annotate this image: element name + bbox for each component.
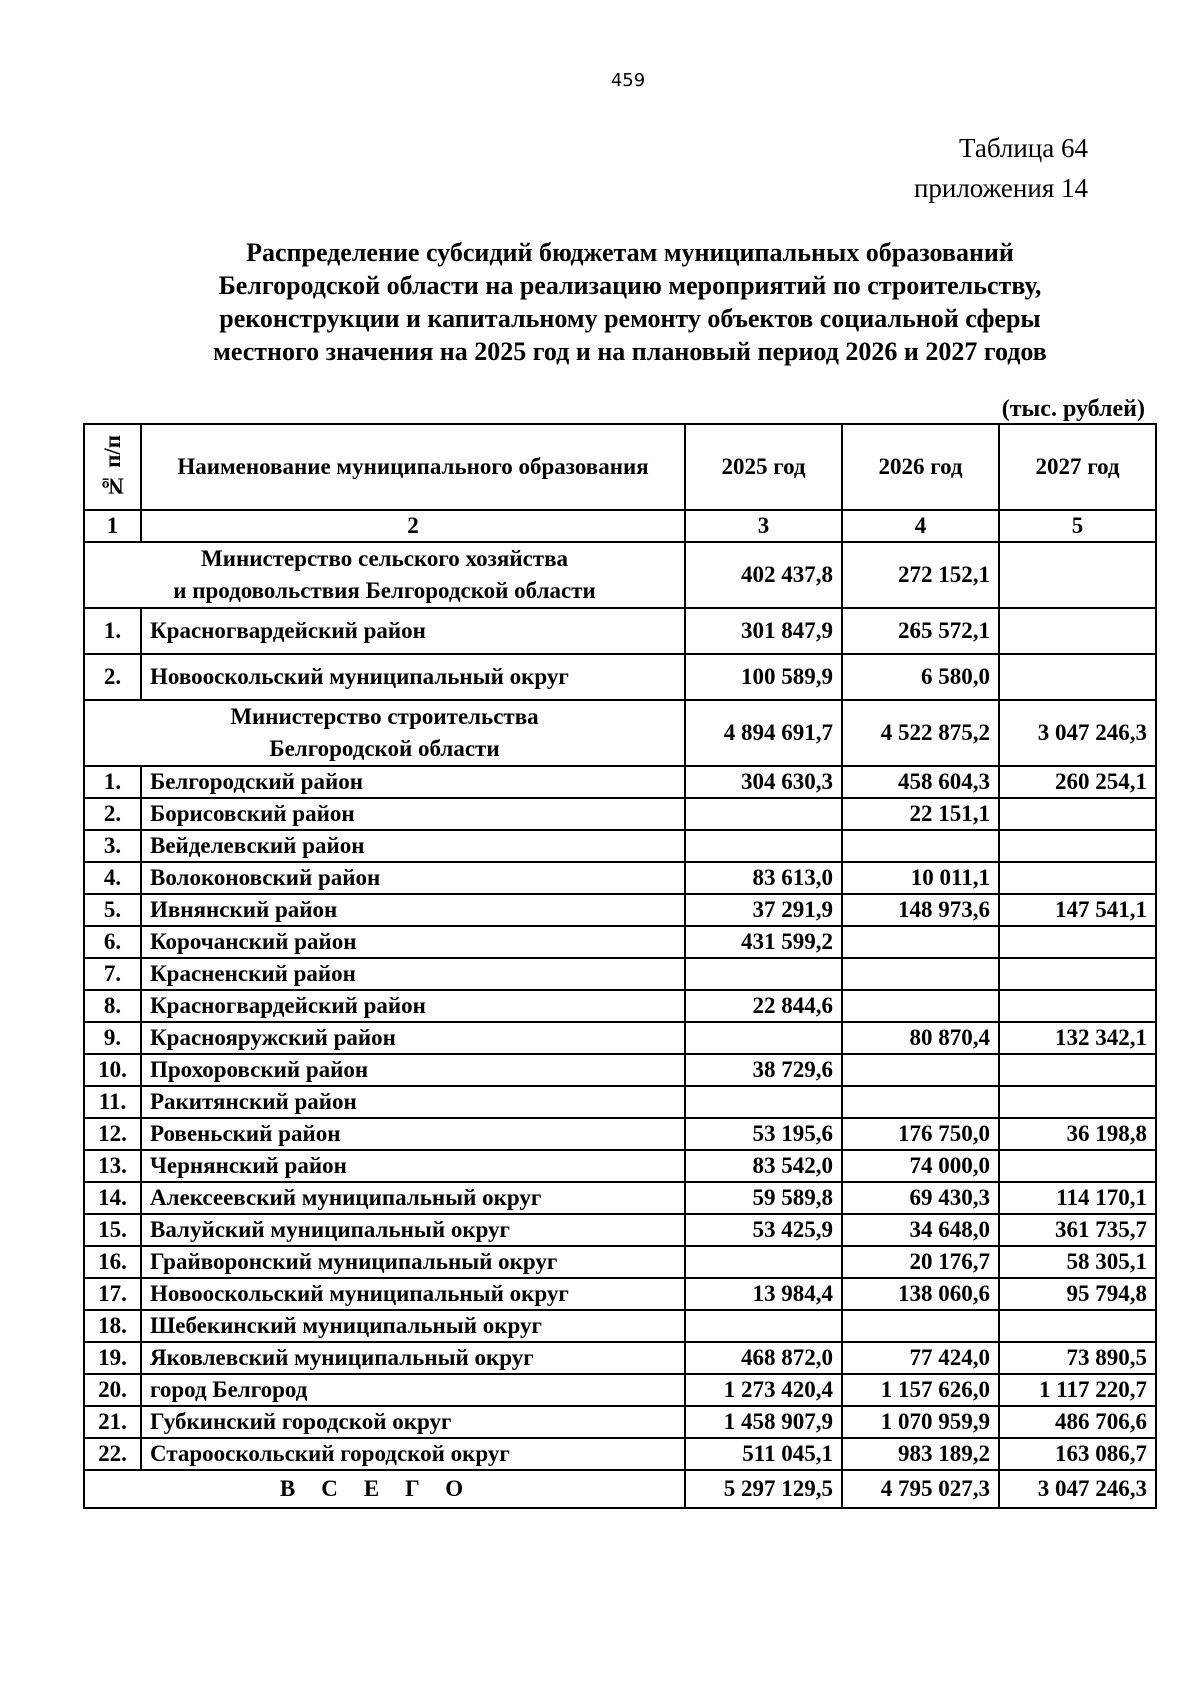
value-2026: 80 870,4 xyxy=(842,1022,999,1054)
municipality-name: Шебекинский муниципальный округ xyxy=(141,1310,685,1342)
value-2025 xyxy=(685,1086,842,1118)
value-2025: 511 045,1 xyxy=(685,1438,842,1470)
table-row xyxy=(84,654,1156,700)
row-number: 16. xyxy=(84,1246,141,1278)
column-index-row xyxy=(84,510,1156,542)
municipality-name: город Белгород xyxy=(141,1374,685,1406)
group-2027 xyxy=(999,542,1156,608)
value-2026: 74 000,0 xyxy=(842,1150,999,1182)
value-2027: 147 541,1 xyxy=(999,894,1156,926)
table-row xyxy=(84,1150,1156,1182)
row-number: 3. xyxy=(84,830,141,862)
header-name: Наименование муниципального образования xyxy=(141,424,685,510)
municipality-name: Ивнянский район xyxy=(141,894,685,926)
value-2027: 132 342,1 xyxy=(999,1022,1156,1054)
value-2027 xyxy=(999,798,1156,830)
value-2027: 260 254,1 xyxy=(999,766,1156,798)
municipality-name: Прохоровский район xyxy=(141,1054,685,1086)
value-2026 xyxy=(842,926,999,958)
table-row xyxy=(84,862,1156,894)
column-index: 3 xyxy=(685,510,842,542)
row-number: 14. xyxy=(84,1182,141,1214)
value-2027: 486 706,6 xyxy=(999,1406,1156,1438)
value-2025: 53 425,9 xyxy=(685,1214,842,1246)
row-number: 17. xyxy=(84,1278,141,1310)
table-row xyxy=(84,798,1156,830)
municipality-name: Валуйский муниципальный округ xyxy=(141,1214,685,1246)
value-2025: 1 273 420,4 xyxy=(685,1374,842,1406)
municipality-name: Алексеевский муниципальный округ xyxy=(141,1182,685,1214)
value-2025 xyxy=(685,830,842,862)
value-2026: 10 011,1 xyxy=(842,862,999,894)
total-2027: 3 047 246,3 xyxy=(999,1470,1156,1508)
group-2026: 272 152,1 xyxy=(842,542,999,608)
value-2025 xyxy=(685,798,842,830)
value-2026 xyxy=(842,958,999,990)
row-number: 7. xyxy=(84,958,141,990)
value-2026: 458 604,3 xyxy=(842,766,999,798)
table-row xyxy=(84,1054,1156,1086)
table-row xyxy=(84,1118,1156,1150)
value-2027 xyxy=(999,608,1156,654)
table-row xyxy=(84,830,1156,862)
group-row-construction xyxy=(84,700,1156,766)
value-2026: 265 572,1 xyxy=(842,608,999,654)
column-index: 1 xyxy=(84,510,141,542)
value-2025: 13 984,4 xyxy=(685,1278,842,1310)
value-2025: 83 613,0 xyxy=(685,862,842,894)
municipality-name: Белгородский район xyxy=(141,766,685,798)
value-2026: 1 157 626,0 xyxy=(842,1374,999,1406)
value-2027 xyxy=(999,1150,1156,1182)
value-2025: 468 872,0 xyxy=(685,1342,842,1374)
value-2026 xyxy=(842,1310,999,1342)
table-row xyxy=(84,1310,1156,1342)
value-2027 xyxy=(999,958,1156,990)
table-row xyxy=(84,1022,1156,1054)
value-2027: 58 305,1 xyxy=(999,1246,1156,1278)
value-2027: 95 794,8 xyxy=(999,1278,1156,1310)
value-2025: 38 729,6 xyxy=(685,1054,842,1086)
value-2027 xyxy=(999,990,1156,1022)
title-line2: Белгородской области на реализацию мероприятий по строительству, xyxy=(218,271,1042,300)
row-number: 2. xyxy=(84,798,141,830)
municipality-name: Грайворонский муниципальный округ xyxy=(141,1246,685,1278)
municipality-name: Ровеньский район xyxy=(141,1118,685,1150)
value-2026: 983 189,2 xyxy=(842,1438,999,1470)
municipality-name: Борисовский район xyxy=(141,798,685,830)
header-num: № п/п xyxy=(84,424,141,510)
row-number: 4. xyxy=(84,862,141,894)
value-2027: 73 890,5 xyxy=(999,1342,1156,1374)
table-row xyxy=(84,1342,1156,1374)
group-2027: 3 047 246,3 xyxy=(999,700,1156,766)
column-index: 4 xyxy=(842,510,999,542)
table-row xyxy=(84,958,1156,990)
table-reference xyxy=(914,128,1088,208)
group-row-agriculture xyxy=(84,542,1156,608)
municipality-name: Красногвардейский район xyxy=(141,608,685,654)
value-2026: 138 060,6 xyxy=(842,1278,999,1310)
municipality-name: Чернянский район xyxy=(141,1150,685,1182)
row-number: 10. xyxy=(84,1054,141,1086)
row-number: 21. xyxy=(84,1406,141,1438)
value-2025: 304 630,3 xyxy=(685,766,842,798)
value-2026: 22 151,1 xyxy=(842,798,999,830)
table-ref-line1: Таблица 64 xyxy=(959,133,1088,163)
value-2025: 83 542,0 xyxy=(685,1150,842,1182)
table-row xyxy=(84,608,1156,654)
row-number: 1. xyxy=(84,766,141,798)
value-2025: 301 847,9 xyxy=(685,608,842,654)
header-2025: 2025 год xyxy=(685,424,842,510)
title-line3: реконструкции и капитальному ремонту объектов социальной сферы xyxy=(219,304,1041,333)
municipality-name: Красненский район xyxy=(141,958,685,990)
group-name: Министерство сельского хозяйства и продовольствия Белгородской области xyxy=(84,542,685,608)
value-2026 xyxy=(842,830,999,862)
table-row xyxy=(84,1214,1156,1246)
table-row xyxy=(84,1086,1156,1118)
table-row xyxy=(84,894,1156,926)
column-index: 2 xyxy=(141,510,685,542)
value-2026: 20 176,7 xyxy=(842,1246,999,1278)
subsidy-table xyxy=(83,423,1157,1509)
value-2027 xyxy=(999,654,1156,700)
column-index: 5 xyxy=(999,510,1156,542)
value-2027 xyxy=(999,926,1156,958)
table-row xyxy=(84,1438,1156,1470)
table-row xyxy=(84,1182,1156,1214)
value-2025: 22 844,6 xyxy=(685,990,842,1022)
value-2026: 1 070 959,9 xyxy=(842,1406,999,1438)
row-number: 20. xyxy=(84,1374,141,1406)
value-2025: 431 599,2 xyxy=(685,926,842,958)
group-2025: 4 894 691,7 xyxy=(685,700,842,766)
municipality-name: Красногвардейский район xyxy=(141,990,685,1022)
value-2027: 163 086,7 xyxy=(999,1438,1156,1470)
total-2026: 4 795 027,3 xyxy=(842,1470,999,1508)
table-row xyxy=(84,1278,1156,1310)
value-2025: 59 589,8 xyxy=(685,1182,842,1214)
row-number: 1. xyxy=(84,608,141,654)
value-2025: 37 291,9 xyxy=(685,894,842,926)
value-2027: 114 170,1 xyxy=(999,1182,1156,1214)
value-2025 xyxy=(685,958,842,990)
table-row xyxy=(84,766,1156,798)
value-2027 xyxy=(999,1310,1156,1342)
value-2026 xyxy=(842,1054,999,1086)
value-2027: 361 735,7 xyxy=(999,1214,1156,1246)
municipality-name: Ракитянский район xyxy=(141,1086,685,1118)
header-row xyxy=(84,424,1156,510)
row-number: 18. xyxy=(84,1310,141,1342)
row-number: 13. xyxy=(84,1150,141,1182)
value-2025 xyxy=(685,1246,842,1278)
row-number: 15. xyxy=(84,1214,141,1246)
value-2025 xyxy=(685,1022,842,1054)
group-2025: 402 437,8 xyxy=(685,542,842,608)
value-2026: 69 430,3 xyxy=(842,1182,999,1214)
total-2025: 5 297 129,5 xyxy=(685,1470,842,1508)
value-2027 xyxy=(999,1054,1156,1086)
value-2027 xyxy=(999,862,1156,894)
header-2027: 2027 год xyxy=(999,424,1156,510)
municipality-name: Новооскольский муниципальный округ xyxy=(141,654,685,700)
value-2025: 53 195,6 xyxy=(685,1118,842,1150)
value-2026: 6 580,0 xyxy=(842,654,999,700)
value-2026 xyxy=(842,990,999,1022)
value-2026 xyxy=(842,1086,999,1118)
table-row xyxy=(84,1406,1156,1438)
municipality-name: Корочанский район xyxy=(141,926,685,958)
municipality-name: Губкинский городской округ xyxy=(141,1406,685,1438)
row-number: 8. xyxy=(84,990,141,1022)
value-2027 xyxy=(999,1086,1156,1118)
row-number: 6. xyxy=(84,926,141,958)
value-2026: 176 750,0 xyxy=(842,1118,999,1150)
row-number: 11. xyxy=(84,1086,141,1118)
municipality-name: Новооскольский муниципальный округ xyxy=(141,1278,685,1310)
row-number: 22. xyxy=(84,1438,141,1470)
municipality-name: Старооскольский городской округ xyxy=(141,1438,685,1470)
document-title xyxy=(150,236,1110,368)
municipality-name: Краснояружский район xyxy=(141,1022,685,1054)
table-ref-line2: приложения 14 xyxy=(913,173,1088,203)
table-row xyxy=(84,1246,1156,1278)
units-label: (тыс. рублей) xyxy=(1001,396,1145,422)
row-number: 12. xyxy=(84,1118,141,1150)
group-2026: 4 522 875,2 xyxy=(842,700,999,766)
value-2027 xyxy=(999,830,1156,862)
value-2025: 1 458 907,9 xyxy=(685,1406,842,1438)
value-2026: 34 648,0 xyxy=(842,1214,999,1246)
value-2027: 36 198,8 xyxy=(999,1118,1156,1150)
value-2027: 1 117 220,7 xyxy=(999,1374,1156,1406)
table-row xyxy=(84,926,1156,958)
municipality-name: Яковлевский муниципальный округ xyxy=(141,1342,685,1374)
row-number: 19. xyxy=(84,1342,141,1374)
table-row xyxy=(84,990,1156,1022)
value-2025 xyxy=(685,1310,842,1342)
value-2025: 100 589,9 xyxy=(685,654,842,700)
municipality-name: Волоконовский район xyxy=(141,862,685,894)
total-row xyxy=(84,1470,1156,1508)
value-2026: 148 973,6 xyxy=(842,894,999,926)
row-number: 9. xyxy=(84,1022,141,1054)
value-2026: 77 424,0 xyxy=(842,1342,999,1374)
title-line1: Распределение субсидий бюджетам муниципальных образований xyxy=(246,238,1014,267)
row-number: 2. xyxy=(84,654,141,700)
group-name: Министерство строительства Белгородской области xyxy=(84,700,685,766)
header-2026: 2026 год xyxy=(842,424,999,510)
title-line4: местного значения на 2025 год и на плановый период 2026 и 2027 годов xyxy=(213,337,1047,366)
row-number: 5. xyxy=(84,894,141,926)
municipality-name: Вейделевский район xyxy=(141,830,685,862)
page-number: 459 xyxy=(610,70,646,91)
table-row xyxy=(84,1374,1156,1406)
total-label: ВСЕГО xyxy=(84,1470,685,1508)
